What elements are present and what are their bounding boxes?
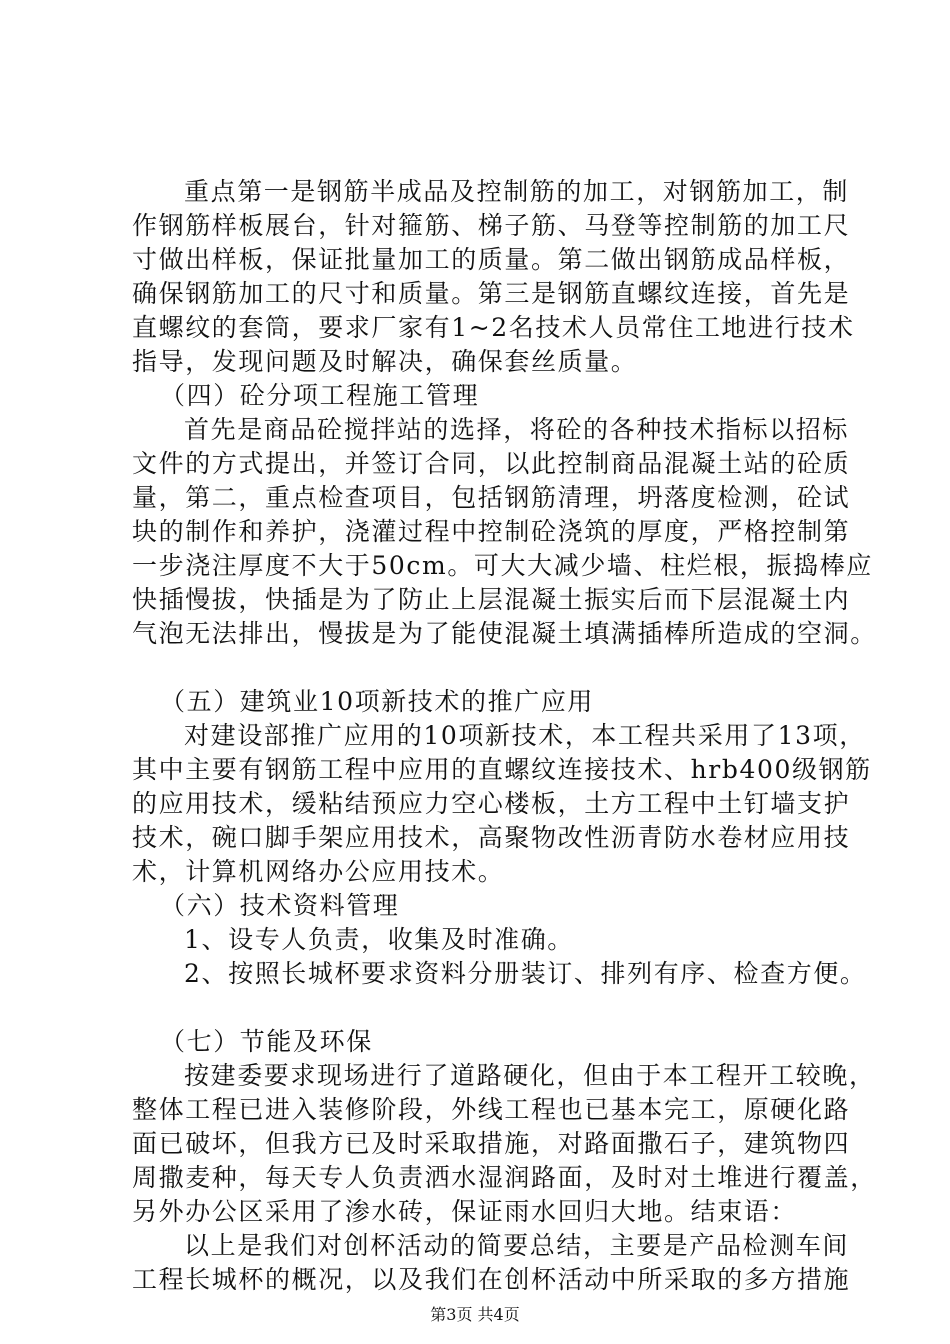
list-item: 1、设专人负责，收集及时准确。: [184, 925, 574, 954]
body-text-line: 整体工程已进入装修阶段，外线工程也已基本完工，原硬化路: [132, 1095, 851, 1124]
section-heading: （四）砼分项工程施工管理: [160, 381, 480, 410]
body-text-line: 块的制作和养护，浇灌过程中控制砼浇筑的厚度，严格控制第: [132, 517, 851, 546]
body-text-line: 技术，碗口脚手架应用技术，高聚物改性沥青防水卷材应用技: [132, 823, 851, 852]
body-text-line: 工程长城杯的概况，以及我们在创杯活动中所采取的多方措施: [132, 1265, 851, 1294]
body-text-line: 文件的方式提出，并签订合同，以此控制商品混凝土站的砼质: [132, 449, 851, 478]
body-text-line: 量，第二，重点检查项目，包括钢筋清理，坍落度检测，砼试: [132, 483, 851, 512]
body-text-line: 作钢筋样板展台，针对箍筋、梯子筋、马登等控制筋的加工尺: [132, 211, 851, 240]
body-text-line: 确保钢筋加工的尺寸和质量。第三是钢筋直螺纹连接，首先是: [132, 279, 851, 308]
body-text-line: 一步浇注厚度不大于50cm。可大大减少墙、柱烂根，振捣棒应: [132, 551, 873, 580]
body-text-line: 的应用技术，缓粘结预应力空心楼板，土方工程中土钉墙支护: [132, 789, 851, 818]
body-text-line: 寸做出样板，保证批量加工的质量。第二做出钢筋成品样板，: [132, 245, 851, 274]
body-text-line: 术，计算机网络办公应用技术。: [132, 857, 505, 886]
body-text-line: 另外办公区采用了渗水砖，保证雨水回归大地。结束语：: [132, 1197, 798, 1226]
body-text-line: 以上是我们对创杯活动的简要总结，主要是产品检测车间: [184, 1231, 850, 1260]
body-text-line: 快插慢拔，快插是为了防止上层混凝土振实后而下层混凝土内: [132, 585, 851, 614]
section-heading: （六）技术资料管理: [160, 891, 400, 920]
body-text-line: 首先是商品砼搅拌站的选择，将砼的各种技术指标以招标: [184, 415, 850, 444]
body-text-line: 按建委要求现场进行了道路硬化，但由于本工程开工较晚，: [184, 1061, 876, 1090]
body-text-line: 面已破坏，但我方已及时采取措施，对路面撒石子，建筑物四: [132, 1129, 851, 1158]
body-text-line: 其中主要有钢筋工程中应用的直螺纹连接技术、hrb400级钢筋: [132, 755, 872, 784]
body-text-line: 重点第一是钢筋半成品及控制筋的加工，对钢筋加工，制: [184, 177, 850, 206]
body-text-line: 气泡无法排出，慢拔是为了能使混凝土填满插棒所造成的空洞。: [132, 619, 877, 648]
page-footer: 第3页 共4页: [430, 1305, 520, 1324]
list-item: 2、按照长城杯要求资料分册装订、排列有序、检查方便。: [184, 959, 867, 988]
body-text-line: 对建设部推广应用的10项新技术，本工程共采用了13项，: [184, 721, 866, 750]
body-text-line: 直螺纹的套筒，要求厂家有1~2名技术人员常住工地进行技术: [132, 313, 855, 342]
body-text-line: 周撒麦种，每天专人负责洒水湿润路面，及时对土堆进行覆盖，: [132, 1163, 877, 1192]
section-heading: （五）建筑业10项新技术的推广应用: [160, 687, 595, 716]
body-text-line: 指导，发现问题及时解决，确保套丝质量。: [132, 347, 638, 376]
section-heading: （七）节能及环保: [160, 1027, 373, 1056]
